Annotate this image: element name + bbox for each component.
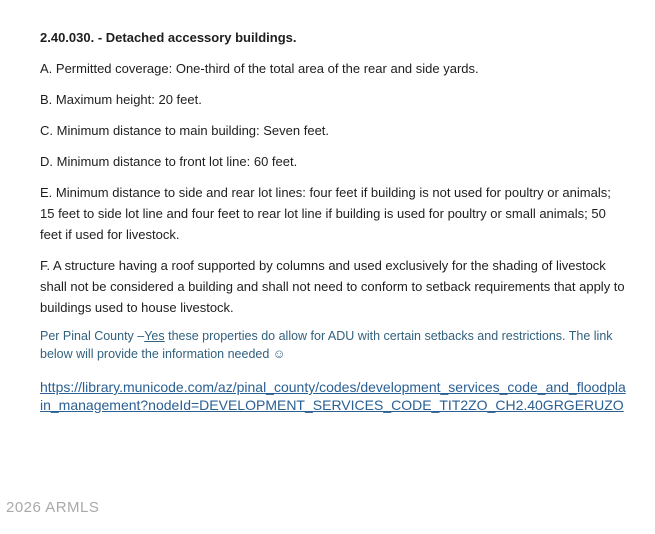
armls-watermark: 2026 ARMLS	[6, 499, 100, 516]
section-title: 2.40.030. - Detached accessory buildings.	[40, 30, 297, 45]
paragraph-a: A. Permitted coverage: One-third of the total area of the rear and side yards.	[40, 61, 479, 76]
agent-note	[40, 328, 626, 363]
municode-hyperlink[interactable]: https://library.municode.com/az/pinal_county/codes/development_services_code_and_floodplain_management?nodeId=DEVELOPMENT_SERVICES_CODE_TIT2ZO_CH2.40GRGERUZO	[40, 379, 626, 413]
paragraph-d: D. Minimum distance to front lot line: 60 feet.	[40, 154, 298, 169]
agent-note-underlined-yes: Yes	[144, 329, 165, 343]
agent-note-prefix: Per Pinal County –	[40, 329, 145, 343]
code-section	[40, 27, 626, 414]
paragraph-c: C. Minimum distance to main building: Seven feet.	[40, 123, 330, 138]
paragraph-b: B. Maximum height: 20 feet.	[40, 92, 202, 107]
paragraph-e: E. Minimum distance to side and rear lot lines: four feet if building is not used for poultry or animals; 15 feet to side lot line and four feet to rear lot line if building is used for poultry or small animals; 50 feet if used for livestock.	[40, 185, 611, 242]
paragraph-f: F. A structure having a roof supported by columns and used exclusively for the shading of livestock shall not be considered a building and shall not need to conform to setback requirements that apply to buildings used to house livestock.	[40, 258, 625, 315]
agent-note-suffix: these properties do allow for ADU with certain setbacks and restrictions. The link below will provide the information needed ☺	[40, 329, 613, 361]
